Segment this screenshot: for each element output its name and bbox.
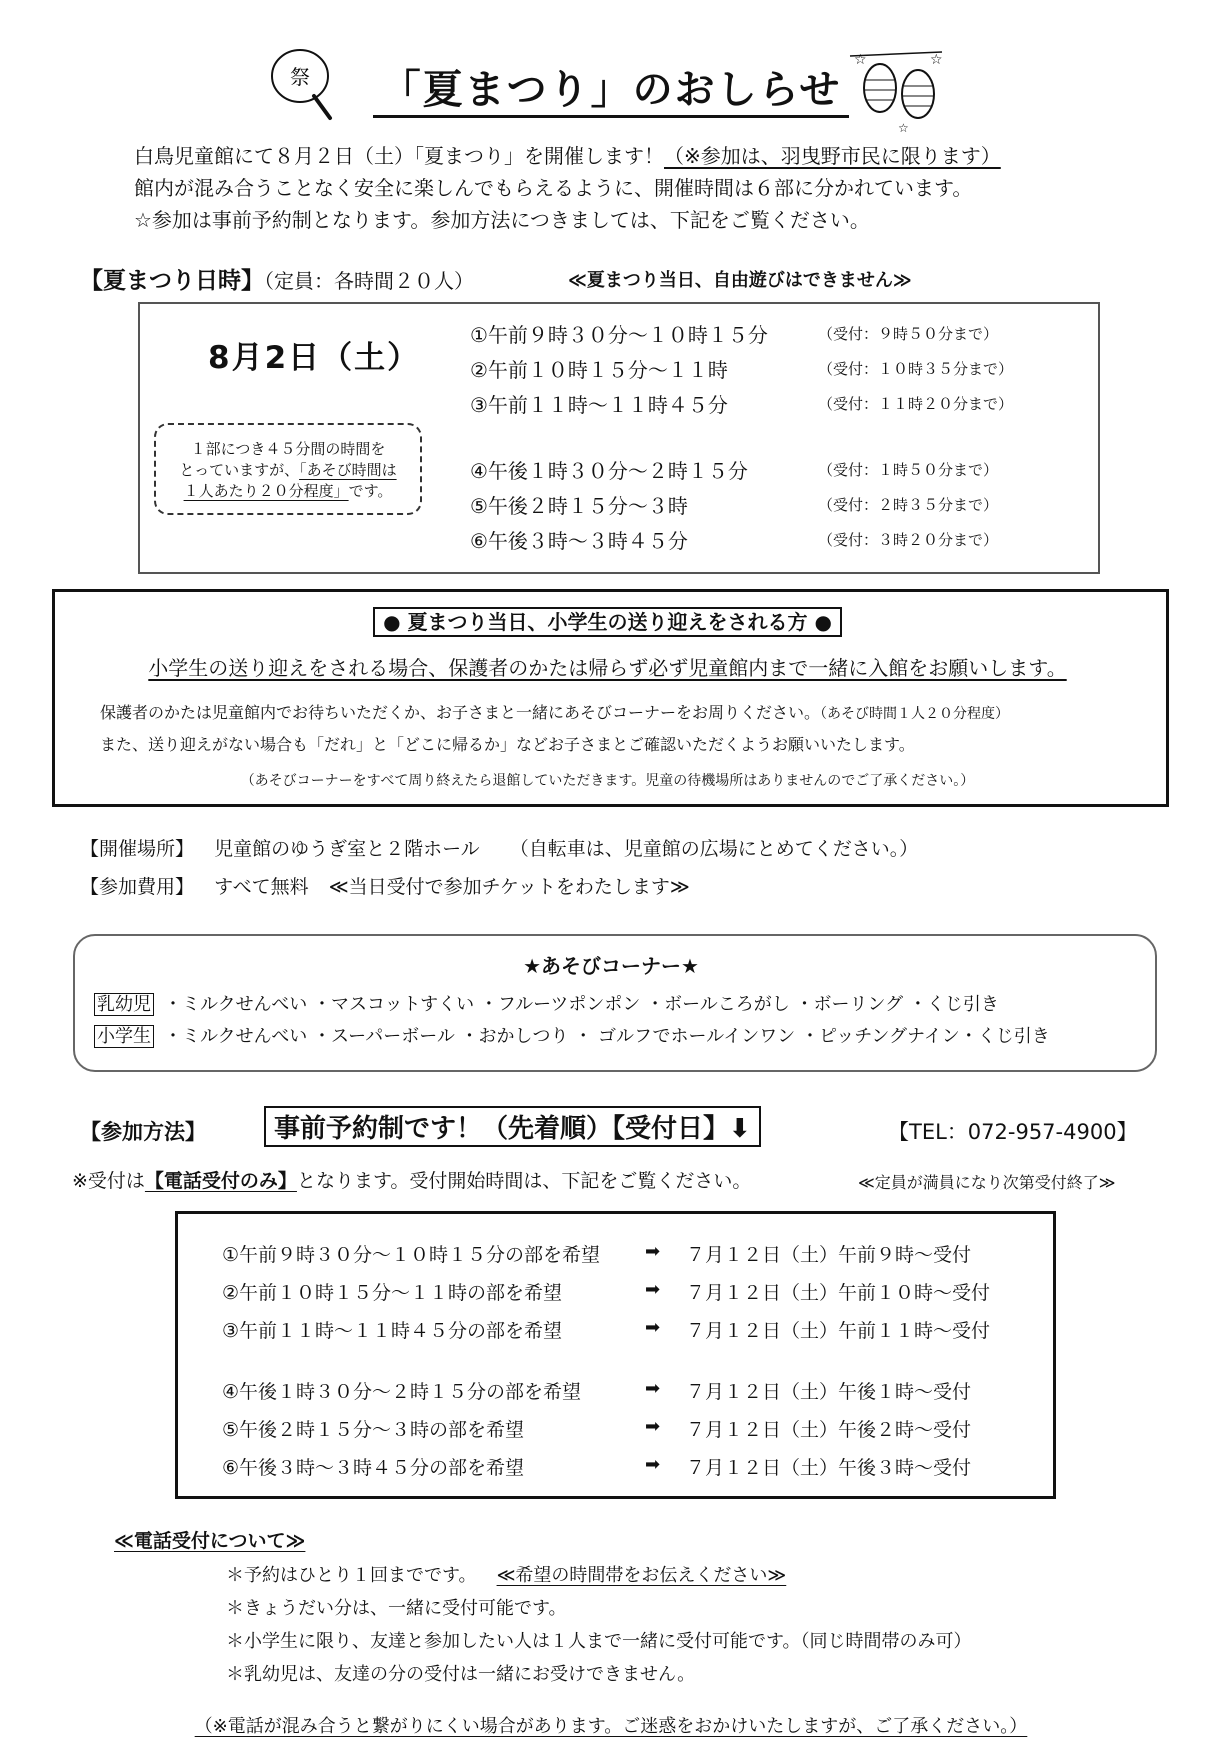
footer-note: （※電話が混み合うと繋がりにくい場合があります。ご迷惑をおかけいたしますが、ご了承ください。） bbox=[194, 1716, 1028, 1737]
reception-want: ⑥午後３時～３時４５分の部を希望 bbox=[222, 1457, 525, 1479]
note-text: 「あそび時間は bbox=[299, 461, 397, 479]
arrow-right-icon: ➡ bbox=[645, 1241, 661, 1262]
reception-deadline: （受付：１１時２０分まで） bbox=[818, 395, 1014, 413]
reservation-banner: 事前予約制です！（先着順）【受付日】⬇ bbox=[264, 1106, 761, 1147]
pickup-line-1 bbox=[100, 700, 1009, 723]
event-date: 8月2日（土） bbox=[208, 340, 421, 376]
star-icon: ☆ bbox=[898, 121, 909, 134]
phone-note-1 bbox=[226, 1561, 786, 1587]
star-icon: ☆ bbox=[930, 52, 943, 68]
corner-row-toddlers bbox=[94, 990, 999, 1016]
pickup-text: 保護者のかたは児童館内でお待ちいただくか、お子さまと一緒にあそびコーナーをお周りください。 bbox=[100, 703, 821, 722]
reception-want: ③午前１１時～１１時４５分の部を希望 bbox=[222, 1320, 563, 1342]
phone-section-heading: ≪電話受付について≫ bbox=[114, 1530, 306, 1552]
pickup-line-2: また、送り迎えがない場合も「だれ」と「どこに帰るか」などお子さまとご確認いただくようお願いいたします。 bbox=[100, 735, 915, 754]
play-corner-heading: ★あそびコーナー★ bbox=[523, 954, 699, 978]
pickup-small-note: （あそび時間１人２０分程度） bbox=[820, 706, 1010, 722]
notice-text: となります。受付開始時間は、下記をご覧ください。 bbox=[296, 1170, 752, 1192]
intro-line-3: ☆参加は事前予約制となります。参加方法につきましては、下記をご覧ください。 bbox=[134, 208, 870, 232]
note-text: １人あたり２０分程度」 bbox=[183, 482, 349, 500]
arrow-right-icon: ➡ bbox=[645, 1454, 661, 1475]
fee-value: すべて無料 bbox=[214, 876, 309, 898]
reception-start: ７月１２日（土）午後１時～受付 bbox=[686, 1381, 972, 1403]
pickup-line-3: （あそびコーナーをすべて周り終えたら退館していただきます。児童の待機場所はありませんのでご了承ください。） bbox=[240, 773, 975, 789]
phone-note-emphasis: ≪希望の時間帯をお伝えください≫ bbox=[496, 1565, 787, 1586]
venue-value: 児童館のゆうぎ室と２階ホール bbox=[214, 838, 480, 860]
page-title: 「夏まつり」のおしらせ bbox=[373, 67, 850, 118]
pickup-heading: ● 夏まつり当日、小学生の送り迎えをされる方 ● bbox=[373, 607, 842, 637]
pickup-main-text: 小学生の送り迎えをされる場合、保護者のかたは帰らず必ず児童館内まで一緒に入館をお願いします。 bbox=[148, 656, 1067, 680]
fan-label: 祭 bbox=[290, 65, 310, 89]
arrow-right-icon: ➡ bbox=[645, 1317, 661, 1338]
no-free-play-notice: ≪夏まつり当日、自由遊びはできません≫ bbox=[568, 270, 912, 291]
note-text: です。 bbox=[348, 482, 393, 500]
reception-want: ⑤午後２時１５分～３時の部を希望 bbox=[222, 1419, 525, 1441]
phone-number: 【TEL：072-957-4900】 bbox=[888, 1120, 1138, 1144]
corner-items: ・ミルクせんべい ・マスコットすくい ・フルーツポンポン ・ボールころがし ・ボーリング ・くじ引き bbox=[164, 994, 999, 1015]
reception-deadline: （受付：２時３５分まで） bbox=[818, 496, 999, 514]
note-text: １部につき４５分間の時間を bbox=[190, 440, 386, 458]
venue-label: 【開催場所】 bbox=[80, 838, 195, 860]
reception-start: ７月１２日（土）午後２時～受付 bbox=[686, 1419, 972, 1441]
session-time: ①午前９時３０分～１０時１５分 bbox=[470, 323, 768, 347]
reception-want: ②午前１０時１５分～１１時の部を希望 bbox=[222, 1282, 563, 1304]
age-group-tag: 小学生 bbox=[94, 1025, 154, 1048]
arrow-right-icon: ➡ bbox=[645, 1416, 661, 1437]
fee-note: ≪当日受付で参加チケットをわたします≫ bbox=[328, 876, 690, 898]
reception-start: ７月１２日（土）午前１１時～受付 bbox=[686, 1320, 991, 1342]
capacity-text: （定員：各時間２０人） bbox=[264, 269, 474, 293]
phone-only-label: 【電話受付のみ】 bbox=[144, 1170, 297, 1192]
session-time: ⑤午後２時１５分～３時 bbox=[470, 494, 688, 518]
venue-row bbox=[80, 834, 918, 861]
fee-label: 【参加費用】 bbox=[80, 876, 195, 898]
note-text: とっていますが、 bbox=[179, 461, 300, 479]
session-time: ③午前１１時～１１時４５分 bbox=[470, 393, 728, 417]
reception-start: ７月１２日（土）午後３時～受付 bbox=[686, 1457, 972, 1479]
notice-text: ※受付は bbox=[72, 1170, 145, 1192]
reception-deadline: （受付：１時５０分まで） bbox=[818, 461, 999, 479]
schedule-header bbox=[80, 262, 474, 295]
phone-only-notice bbox=[72, 1166, 751, 1193]
intro-line-1 bbox=[134, 140, 1001, 172]
phone-note-text: ＊予約はひとり１回までです。 bbox=[226, 1565, 477, 1586]
corner-items: ・ミルクせんべい ・スーパーボール ・おかしつり ・ ゴルフでホールインワン ・ピッチングナイン・くじ引き bbox=[164, 1026, 1050, 1047]
venue-note: （自転車は、児童館の広場にとめてください。） bbox=[509, 838, 919, 860]
capacity-end-note: ≪定員が満員になり次第受付終了≫ bbox=[858, 1173, 1116, 1192]
intro-line-2: 館内が混み合うことなく安全に楽しんでもらえるように、開催時間は６部に分かれています。 bbox=[134, 176, 973, 200]
age-group-tag: 乳幼児 bbox=[94, 993, 154, 1016]
reception-deadline: （受付：３時２０分まで） bbox=[818, 531, 999, 549]
corner-row-elementary bbox=[94, 1022, 1050, 1048]
reception-deadline: （受付：１０時３５分まで） bbox=[818, 360, 1014, 378]
phone-note-3: ＊小学生に限り、友達と参加したい人は１人まで一緒に受付可能です。（同じ時間帯のみ可） bbox=[226, 1631, 972, 1652]
arrow-right-icon: ➡ bbox=[645, 1279, 661, 1300]
session-time: ⑥午後３時～３時４５分 bbox=[470, 529, 688, 553]
phone-note-2: ＊きょうだい分は、一緒に受付可能です。 bbox=[226, 1598, 567, 1619]
reception-want: ①午前９時３０分～１０時１５分の部を希望 bbox=[222, 1244, 601, 1266]
fee-row bbox=[80, 872, 690, 899]
session-time: ②午前１０時１５分～１１時 bbox=[470, 358, 728, 382]
method-label: 【参加方法】 bbox=[80, 1120, 206, 1144]
session-time: ④午後１時３０分～２時１５分 bbox=[470, 459, 748, 483]
reception-start: ７月１２日（土）午前９時～受付 bbox=[686, 1244, 972, 1266]
arrow-right-icon: ➡ bbox=[645, 1378, 661, 1399]
reception-deadline: （受付：９時５０分まで） bbox=[818, 325, 999, 343]
reception-start: ７月１２日（土）午前１０時～受付 bbox=[686, 1282, 991, 1304]
play-time-note bbox=[154, 423, 422, 515]
schedule-heading: 【夏まつり日時】 bbox=[80, 268, 264, 294]
reception-want: ④午後１時３０分～２時１５分の部を希望 bbox=[222, 1381, 582, 1403]
phone-note-4: ＊乳幼児は、友達の分の受付は一緒にお受けできません。 bbox=[226, 1664, 696, 1685]
residents-only-note: （※参加は、羽曳野市民に限ります） bbox=[664, 144, 1001, 168]
intro-text: 白鳥児童館にて８月２日（土）「夏まつり」を開催します！ bbox=[134, 144, 664, 168]
star-icon: ☆ bbox=[854, 52, 867, 68]
